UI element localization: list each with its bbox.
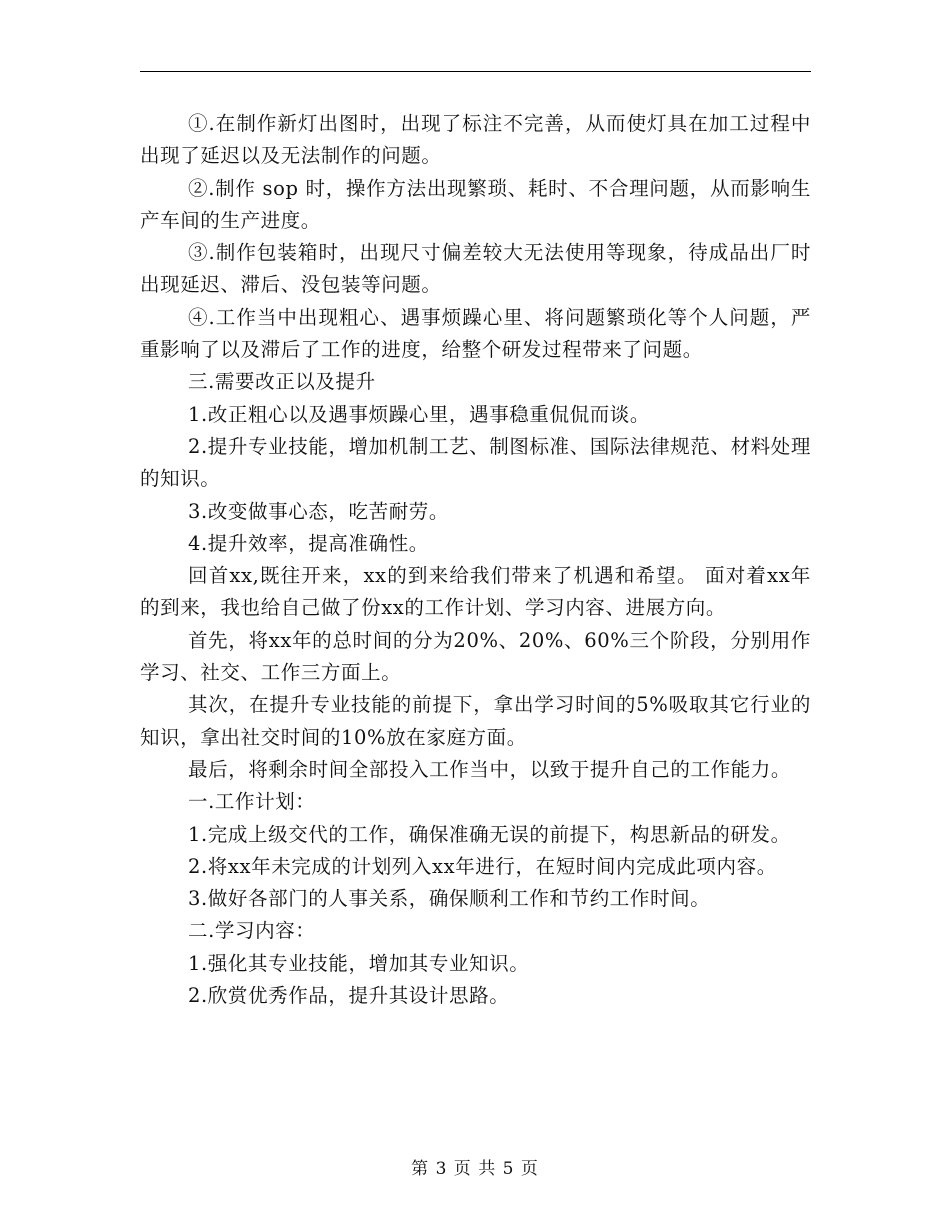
paragraph-improvement-4: 4.提升效率，提高准确性。 — [188, 531, 429, 555]
paragraph-work-plan-3: 3.做好各部门的人事关系，确保顺利工作和节约工作时间。 — [188, 887, 711, 911]
paragraph-improvement-3: 3.改变做事心态，吃苦耐劳。 — [188, 499, 450, 523]
paragraph-improvement-1: 1.改正粗心以及遇事烦躁心里，遇事稳重侃侃而谈。 — [188, 402, 651, 426]
document-body — [140, 108, 811, 1012]
page-number-label: 第 3 页 共 5 页 — [411, 1159, 539, 1179]
section-heading-work-plan: 一.工作计划： — [188, 790, 316, 814]
paragraph-problem-3: ③.制作包装箱时，出现尺寸偏差较大无法使用等现象，待成品出厂时出现延迟、滞后、没包装等问题。 — [140, 241, 811, 297]
paragraph-problem-2: ②.制作 sop 时，操作方法出现繁琐、耗时、不合理问题，从而影响生产车间的生产进度。 — [140, 176, 811, 232]
section-heading-improvement: 三.需要改正以及提升 — [188, 370, 376, 394]
section-heading-learning: 二.学习内容： — [188, 919, 316, 943]
paragraph-learning-1: 1.强化其专业技能，增加其专业知识。 — [188, 951, 530, 975]
paragraph-improvement-2: 2.提升专业技能，增加机制工艺、制图标准、国际法律规范、材料处理的知识。 — [140, 434, 811, 491]
page-footer — [0, 1154, 950, 1179]
paragraph-second: 其次，在提升专业技能的前提下，拿出学习时间的5%吸取其它行业的知识，拿出社交时间的10%放在家庭方面。 — [140, 693, 811, 749]
paragraph-learning-2: 2.欣赏优秀作品，提升其设计思路。 — [188, 984, 510, 1008]
header-rule — [140, 71, 811, 72]
paragraph-problem-1: ①.在制作新灯出图时，出现了标注不完善，从而使灯具在加工过程中出现了延迟以及无法制作的问题。 — [140, 112, 811, 168]
paragraph-work-plan-2: 2.将xx年未完成的计划列入xx年进行，在短时间内完成此项内容。 — [188, 854, 777, 878]
paragraph-last: 最后，将剩余时间全部投入工作当中，以致于提升自己的工作能力。 — [188, 757, 792, 781]
paragraph-problem-4: ④.工作当中出现粗心、遇事烦躁心里、将问题繁琐化等个人问题，严重影响了以及滞后了工作的进度，给整个研发过程带来了问题。 — [140, 305, 811, 362]
paragraph-first: 首先，将xx年的总时间的分为20%、20%、60%三个阶段，分别用作学习、社交、工作三方面上。 — [140, 628, 811, 685]
paragraph-review: 回首xx,既往开来，xx的到来给我们带来了机遇和希望。 面对着xx年的到来，我也给自己做了份xx的工作计划、学习内容、进展方向。 — [140, 564, 811, 620]
paragraph-work-plan-1: 1.完成上级交代的工作，确保准确无误的前提下，构思新品的研发。 — [188, 822, 791, 846]
